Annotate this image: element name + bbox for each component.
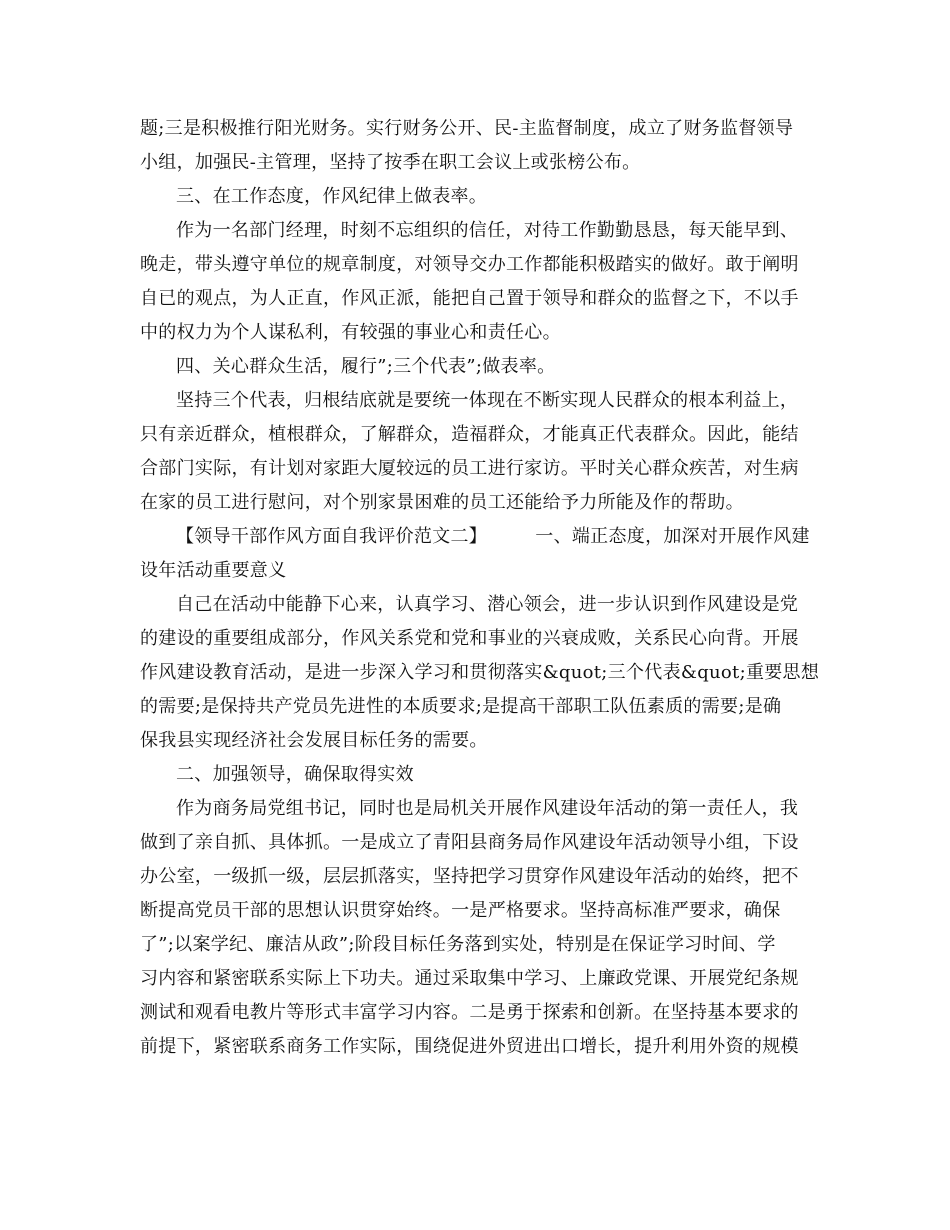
text-line: 测试和观看电教片等形式丰富学习内容。二是勇于探索和创新。在坚持基本要求的 — [140, 1002, 799, 1023]
text-line: 作为商务局党组书记，同时也是局机关开展作风建设年活动的第一责任人，我 — [176, 798, 799, 819]
text-line: 晚走，带头遵守单位的规章制度，对领导交办工作都能积极踏实的做好。敢于阐明 — [140, 254, 799, 275]
text-line: 的需要;是保持共产党员先进性的本质要求;是提高干部职工队伍素质的需要;是确 — [140, 696, 782, 717]
section-heading: 二、加强领导，确保取得实效 — [176, 764, 414, 785]
text-line: 中的权力为个人谋私利，有较强的事业心和责任心。 — [140, 322, 561, 343]
text-line: 作为一名部门经理，时刻不忘组织的信任，对待工作勤勤恳恳，每天能早到、 — [176, 220, 799, 241]
text-line: 合部门实际，有计划对家距大厦较远的员工进行家访。平时关心群众疾苦，对生病 — [140, 458, 799, 479]
text-line: 自己在活动中能静下心来，认真学习、潜心领会，进一步认识到作风建设是党 — [176, 594, 799, 615]
text-line: 的建设的重要组成部分，作风关系党和党和事业的兴衰成败，关系民心向背。开展 — [140, 628, 799, 649]
text-line: 自已的观点，为人正直，作风正派，能把自己置于领导和群众的监督之下，不以手 — [140, 288, 799, 309]
text-line: 办公室，一级抓一级，层层抓落实，坚持把学习贯穿作风建设年活动的始终，把不 — [140, 866, 799, 887]
text-line: 前提下，紧密联系商务工作实际，围绕促进外贸进出口增长，提升利用外资的规模 — [140, 1036, 799, 1057]
text-line: 习内容和紧密联系实际上下功夫。通过采取集中学习、上廉政党课、开展党纪条规 — [140, 968, 799, 989]
document-body — [140, 112, 820, 1064]
text-line: 作风建设教育活动，是进一步深入学习和贯彻落实&quot;三个代表&quot;重要思想 — [140, 662, 820, 683]
text-line: 题;三是积极推行阳光财务。实行财务公开、民-主监督制度，成立了财务监督领导 — [140, 118, 794, 139]
text-line: 了”;以案学纪、廉洁从政”;阶段目标任务落到实处，特别是在保证学习时间、学 — [140, 934, 776, 955]
text-line: 断提高党员干部的思想认识贯穿始终。一是严格要求。坚持高标准严要求，确保 — [140, 900, 781, 921]
text-line: 在家的员工进行慰问，对个别家景困难的员工还能给予力所能及作的帮助。 — [140, 492, 744, 513]
text-line: 做到了亲自抓、具体抓。一是成立了青阳县商务局作风建设年活动领导小组，下设 — [140, 832, 799, 853]
text-line: 小组，加强民-主管理，坚持了按季在职工会议上或张榜公布。 — [140, 152, 641, 173]
section-heading: 三、在工作态度，作风纪律上做表率。 — [176, 186, 488, 207]
text-line: 设年活动重要意义 — [140, 560, 287, 581]
section-heading: 四、关心群众生活，履行”;三个代表”;做表率。 — [176, 356, 556, 377]
article-title-line: 【领导干部作风方面自我评价范文二】 一、端正态度，加深对开展作风建 — [176, 526, 810, 547]
text-line: 坚持三个代表，归根结底就是要统一体现在不断实现人民群众的根本利益上， — [176, 390, 799, 411]
text-line: 只有亲近群众，植根群众，了解群众，造福群众，才能真正代表群众。因此，能结 — [140, 424, 799, 445]
text-line: 保我县实现经济社会发展目标任务的需要。 — [140, 730, 488, 751]
